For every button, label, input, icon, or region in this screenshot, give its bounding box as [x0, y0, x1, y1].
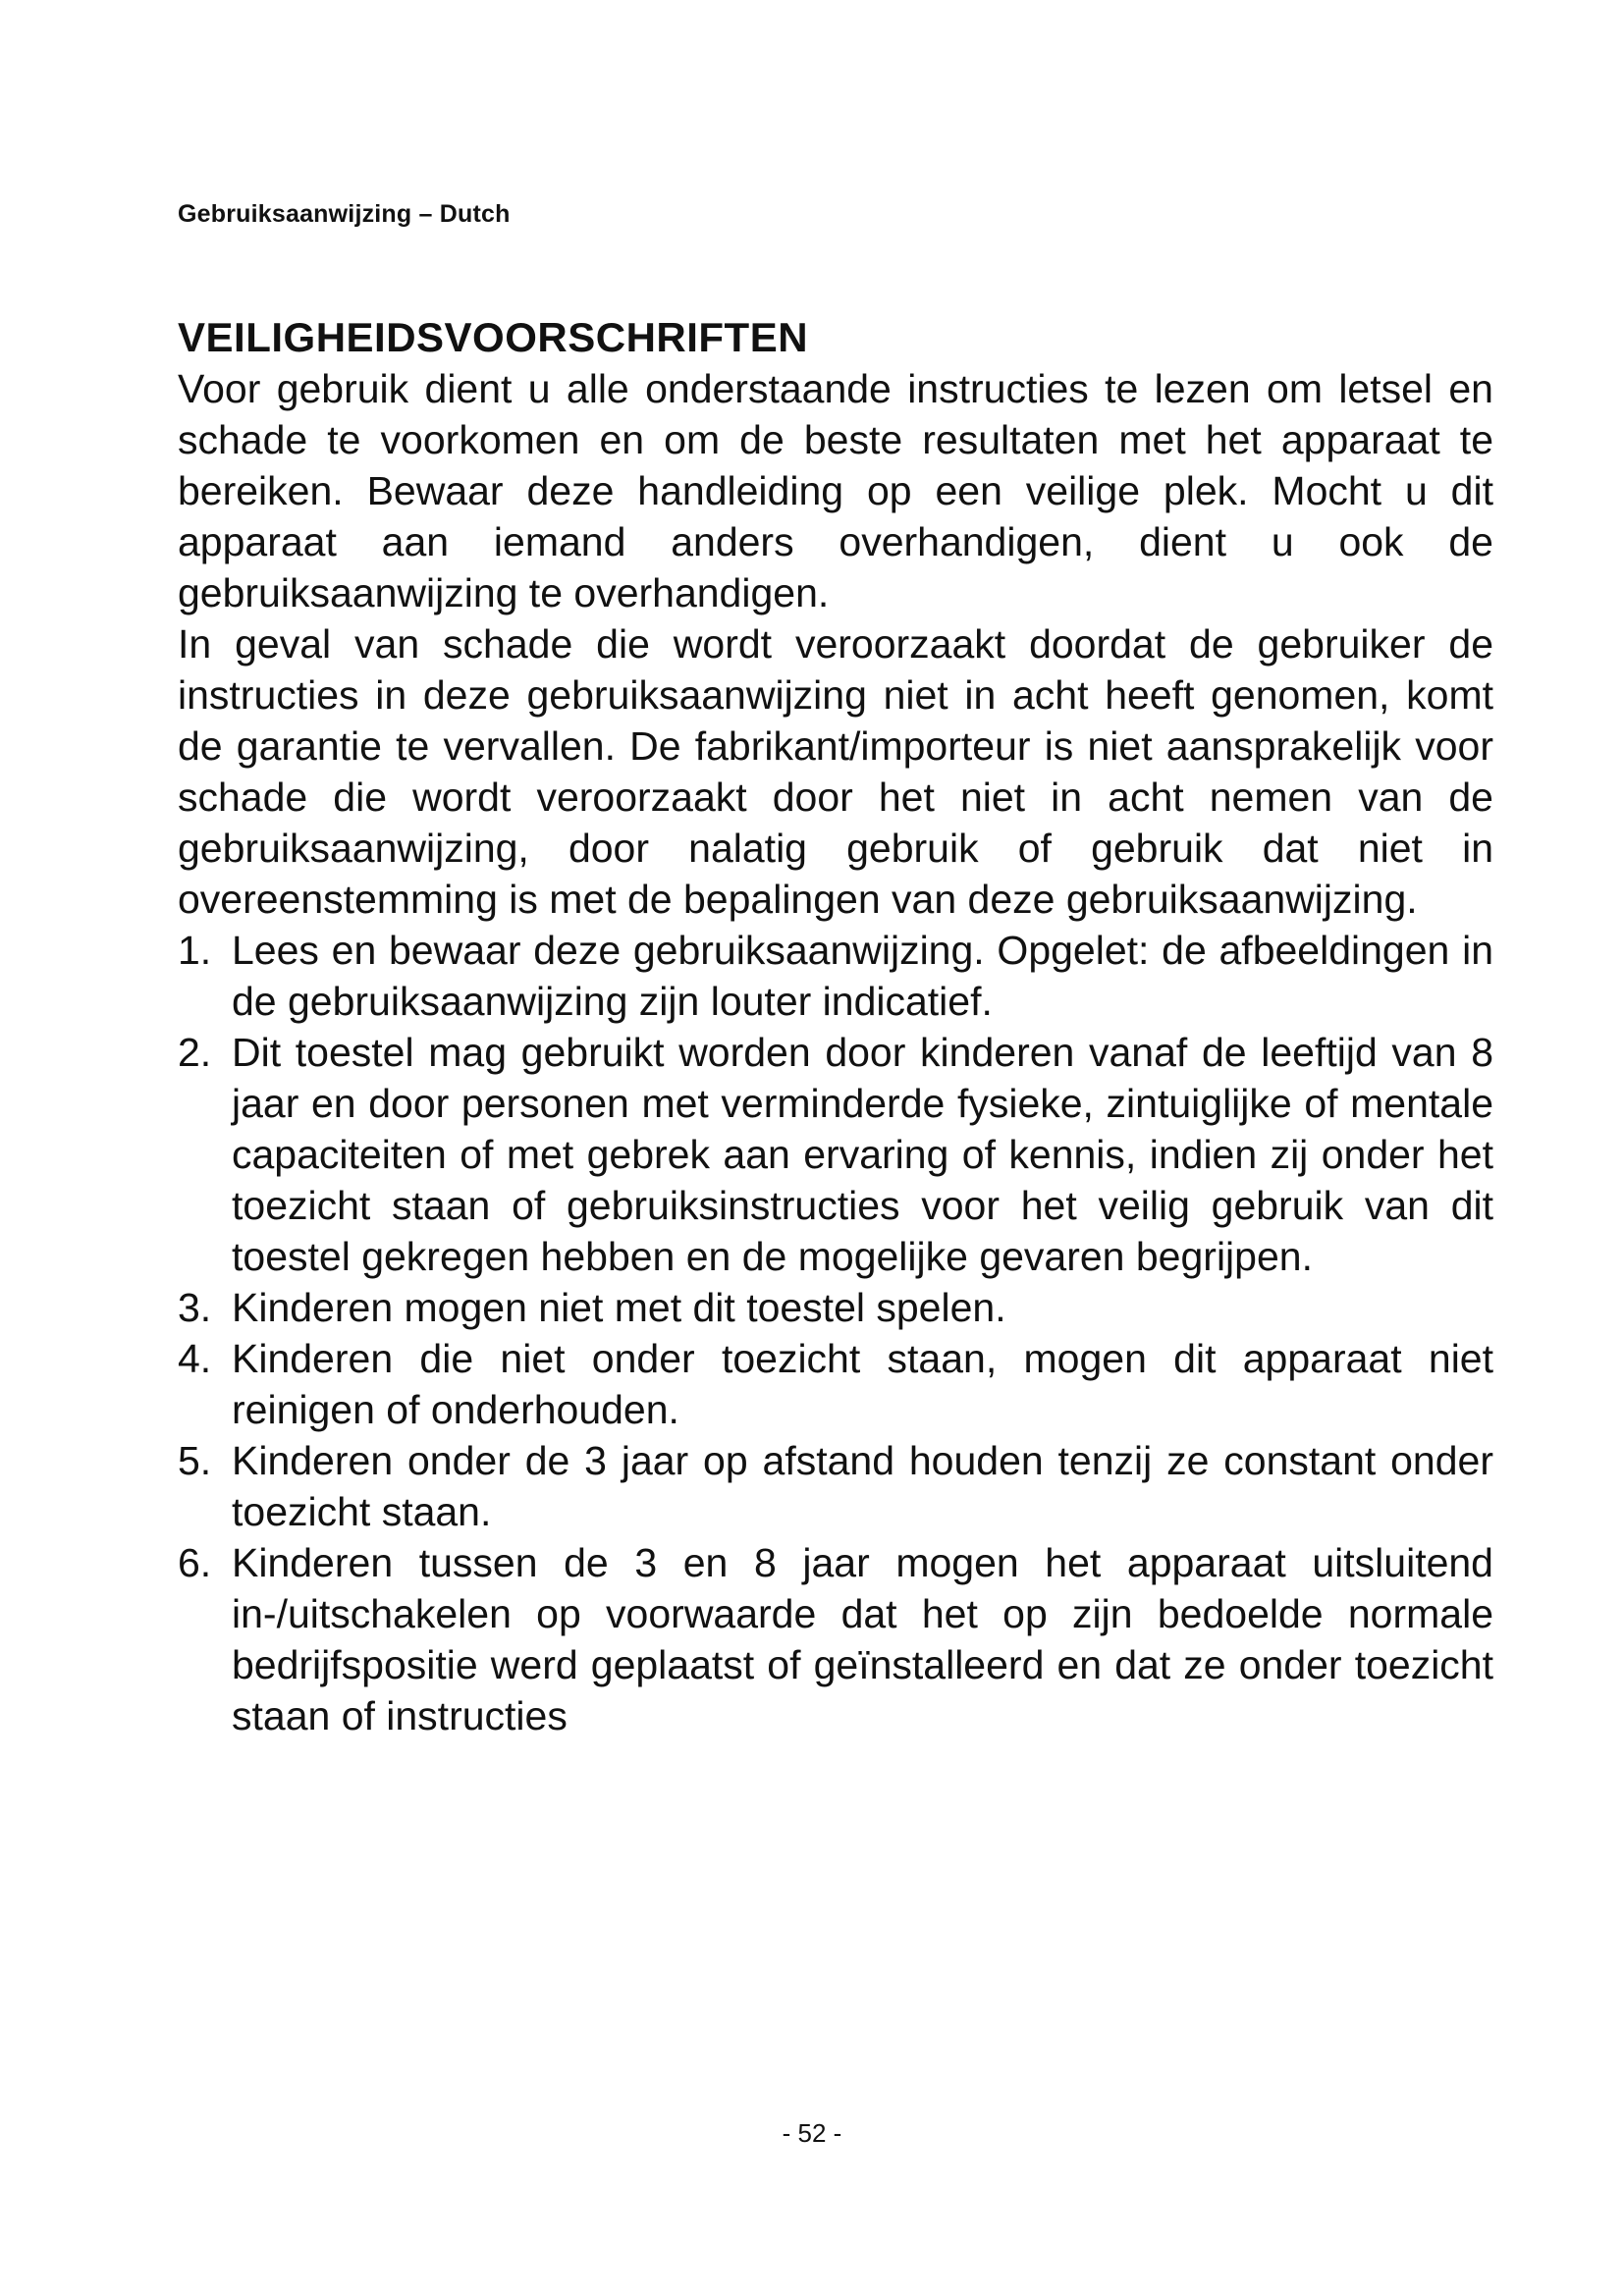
- list-item-text: Lees en bewaar deze gebruiksaanwijzing. Opgelet: de afbeeldingen in de gebruiksaanwijzing zijn louter indicatief.: [232, 928, 1493, 1024]
- list-item-text: Kinderen die niet onder toezicht staan, mogen dit apparaat niet reinigen of onderhouden.: [232, 1336, 1493, 1432]
- list-item-number: 5.: [178, 1438, 212, 1483]
- list-item: [178, 1027, 1493, 1282]
- list-item-text: Kinderen tussen de 3 en 8 jaar mogen het apparaat uitsluitend in-/uitschakelen op voorwaarde dat het op zijn bedoelde normale bedrijfspositie werd geplaatst of geïnstalleerd en dat ze onder toezicht staan of instructies: [232, 1540, 1493, 1738]
- liability-paragraph: In geval van schade die wordt veroorzaakt doordat de gebruiker de instructies in deze gebruiksaanwijzing niet in acht heeft genomen, komt de garantie te vervallen. De fabrikant/importeur is niet aansprakelijk voor schade die wordt veroorzaakt door het niet in acht nemen van de gebruiksaanwijzing, door nalatig gebruik of gebruik dat niet in overeenstemming is met de bepalingen van deze gebruiksaanwijzing.: [178, 621, 1493, 922]
- list-item: [178, 925, 1493, 1027]
- safety-instructions-list: [178, 925, 1493, 1741]
- list-item-number: 4.: [178, 1336, 212, 1381]
- list-item-number: 6.: [178, 1540, 212, 1585]
- list-item: [178, 1435, 1493, 1537]
- list-item: [178, 1537, 1493, 1741]
- intro-paragraph: Voor gebruik dient u alle onderstaande instructies te lezen om letsel en schade te voorkomen en om de beste resultaten met het apparaat te bereiken. Bewaar deze handleiding op een veilige plek. Mocht u dit apparaat aan iemand anders overhandigen, dient u ook de gebruiksaanwijzing te overhandigen.: [178, 366, 1493, 615]
- list-item-text: Kinderen mogen niet met dit toestel spelen.: [232, 1285, 1006, 1330]
- list-item-text: Dit toestel mag gebruikt worden door kinderen vanaf de leeftijd van 8 jaar en door personen met verminderde fysieke, zintuiglijke of mentale capaciteiten of met gebrek aan ervaring of kennis, indien zij onder het toezicht staan of gebruiksinstructies voor het veilig gebruik van dit toestel gekregen hebben en de mogelijke gevaren begrijpen.: [232, 1030, 1493, 1279]
- list-item-number: 2.: [178, 1030, 212, 1075]
- safety-section: [178, 312, 1493, 1741]
- list-item: [178, 1333, 1493, 1435]
- list-item-number: 3.: [178, 1285, 212, 1330]
- section-title: VEILIGHEIDSVOORSCHRIFTEN: [178, 314, 809, 360]
- list-item-text: Kinderen onder de 3 jaar op afstand houden tenzij ze constant onder toezicht staan.: [232, 1438, 1493, 1534]
- document-header-label: Gebruiksaanwijzing – Dutch: [178, 200, 511, 228]
- list-item-number: 1.: [178, 928, 212, 973]
- list-item: [178, 1282, 1493, 1333]
- page-number: - 52 -: [782, 2118, 842, 2148]
